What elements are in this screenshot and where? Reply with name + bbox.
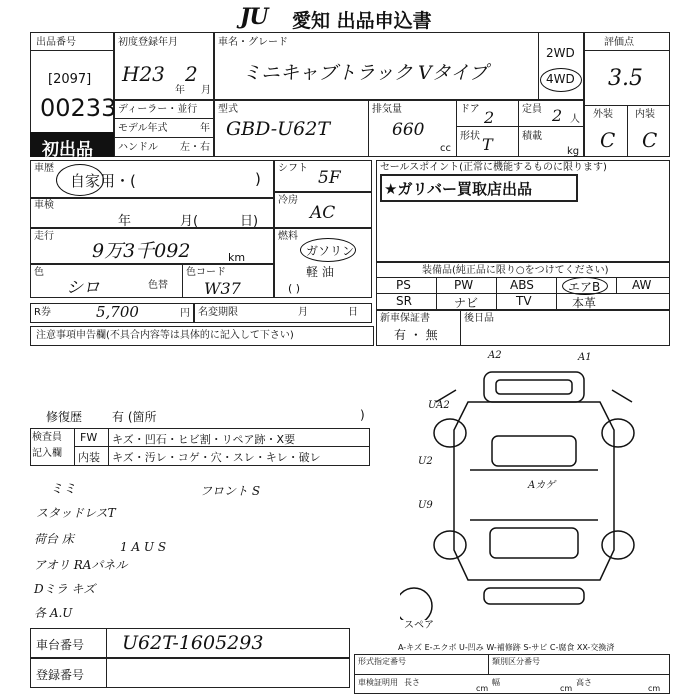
exterior-grade: C — [600, 128, 616, 152]
fuel-gasoline: ガソリン — [306, 244, 355, 258]
vehicle-type: GBD-U62T — [226, 118, 331, 140]
sales-point-value: ★ガリバー買取店出品 — [384, 180, 532, 198]
equip-navi: ナビ — [454, 296, 479, 310]
rating-score: 3.5 — [608, 66, 643, 91]
fuel-circle — [300, 238, 356, 262]
interior-grade: C — [642, 128, 658, 152]
damage-legend: A-キズ E-エクボ U-凹み W-補修跡 S-サビ C-腐食 XX-交換済 — [398, 643, 615, 652]
diagram-label-u2: U2 — [418, 456, 433, 467]
equip-leather: 本革 — [572, 296, 597, 310]
first-listing-text: 初出品 — [42, 140, 93, 160]
lot-number: 00233 — [40, 94, 117, 122]
diagram-label-a2: A2 — [488, 350, 502, 361]
inspection-box — [30, 198, 274, 228]
lot-session: [2097] — [48, 72, 92, 87]
registration-month: 2 — [185, 62, 198, 86]
shift-value: 5F — [318, 168, 341, 188]
airbag-circle — [562, 277, 608, 295]
color-code: W37 — [204, 279, 241, 298]
diagram-label-a1: A1 — [578, 352, 592, 363]
drive-4wd-circle — [540, 68, 582, 92]
hand-note-2: スタッドレスT — [36, 506, 116, 520]
registration-era: H23 — [122, 62, 165, 86]
equip-tv: TV — [516, 294, 532, 308]
history-circle — [56, 164, 104, 196]
hand-note-6: 各 A.U — [34, 606, 73, 620]
shape: T — [482, 135, 493, 154]
drive-4wd: 4WD — [546, 72, 575, 86]
rating-label: 評価点 — [604, 37, 634, 48]
diagram-label-u9: U9 — [418, 500, 433, 511]
drive-2wd: 2WD — [546, 46, 575, 60]
hand-note-1: ミミ — [50, 482, 77, 497]
hand-note-5: Dミラ キズ — [34, 582, 96, 596]
equip-sr: SR — [396, 294, 412, 308]
equip-abs: ABS — [510, 278, 534, 292]
equip-ps: PS — [396, 278, 411, 292]
chassis-number: U62T-1605293 — [122, 632, 264, 654]
displacement: 660 — [392, 120, 425, 140]
equip-airbag: エアB — [568, 280, 601, 294]
ju-logo: JU — [240, 4, 268, 30]
hand-side-1: フロント S — [200, 484, 261, 498]
vehicle-name: ミニキャブトラック — [242, 62, 413, 84]
history-value: 自家用・( — [70, 172, 136, 190]
diagram-label-akage: Aカゲ — [528, 480, 556, 491]
exterior-label: 外装 — [593, 109, 613, 120]
doors: 2 — [484, 108, 495, 127]
diagram-label-ua2: UA2 — [428, 400, 450, 411]
aircon-value: AC — [310, 203, 336, 223]
form-title: 愛知 出品申込書 — [292, 10, 432, 32]
form-header — [240, 4, 480, 32]
lot-label: 出品番号 — [36, 37, 76, 48]
registration-label: 初度登録年月 — [118, 37, 178, 48]
vehicle-grade: Vタイプ — [418, 62, 488, 84]
hand-note-4: アオリ RAパネル — [34, 558, 128, 572]
equip-pw: PW — [454, 278, 474, 292]
interior-label: 内装 — [635, 109, 655, 120]
hand-note-3: 荷台 床 — [34, 532, 74, 546]
capacity: 2 — [552, 106, 563, 125]
hand-side-2: 1 A U S — [120, 540, 167, 554]
mileage-value: 9万3千092 — [92, 240, 191, 262]
color-value: シロ — [66, 278, 100, 298]
notes-label: 注意事項申告欄(不具合内容等は具体的に記入して下さい) — [36, 330, 294, 341]
equip-aw: AW — [632, 278, 652, 292]
vehicle-name-label: 車名・グレード — [218, 37, 288, 48]
spare-label: スペア — [404, 620, 434, 631]
recycle-value: 5,700 — [96, 303, 139, 321]
